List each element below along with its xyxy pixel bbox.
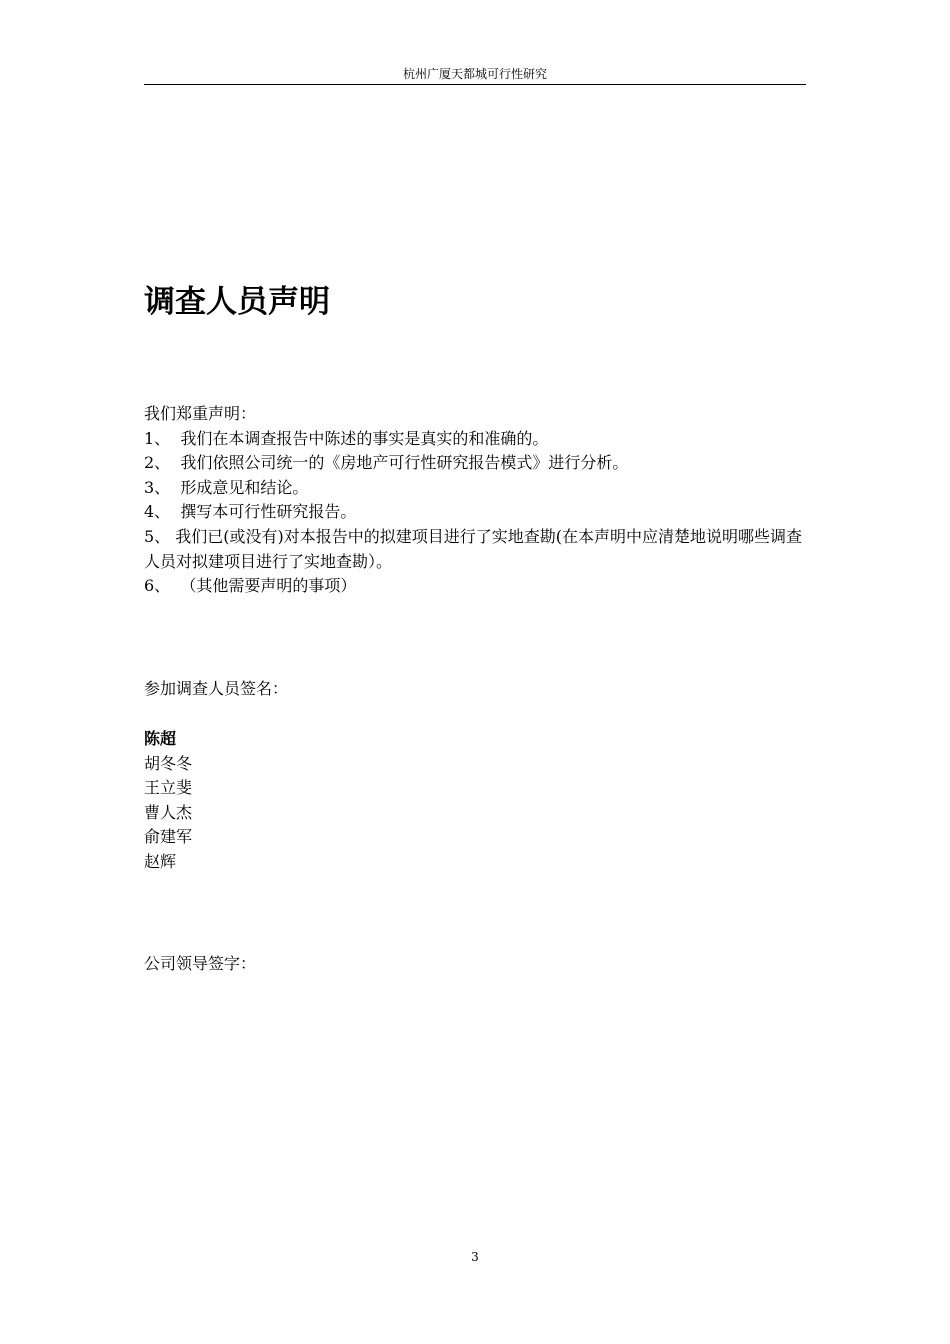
declaration-item: 5、 我们已(或没有)对本报告中的拟建项目进行了实地查勘(在本声明中应清楚地说明哪些调查人员对拟建项目进行了实地查勘）。 [144,526,802,571]
page-title: 调查人员声明 [144,284,330,320]
declaration-item: 2、 我们依照公司统一的《房地产可行性研究报告模式》进行分析。 [144,453,629,473]
declaration-item: 3、 形成意见和结论。 [144,477,309,497]
leader-signature-label: 公司领导签字： [144,954,257,973]
declaration-item: 6、 （其他需要声明的事项） [144,576,357,596]
declaration-item: 1、 我们在本调查报告中陈述的事实是真实的和准确的。 [144,428,549,448]
page-number: 3 [471,1250,479,1264]
signatory-name: 曹人杰 [144,802,193,822]
signatory-name: 赵辉 [144,851,177,871]
signatory-name: 俞建军 [144,827,193,847]
declaration-item: 4、 撰写本可行性研究报告。 [144,502,357,522]
signatory-name: 陈超 [144,729,177,748]
running-header: 杭州广厦天都城可行性研究 [402,67,547,81]
signatories-label: 参加调查人员签名： [144,679,289,698]
signatory-name: 胡冬冬 [144,753,193,773]
declaration-section [144,402,806,599]
signatory-list [144,727,192,875]
header-divider [144,84,806,85]
declaration-intro: 我们郑重声明： [144,404,257,423]
signatory-name: 王立斐 [144,778,193,798]
